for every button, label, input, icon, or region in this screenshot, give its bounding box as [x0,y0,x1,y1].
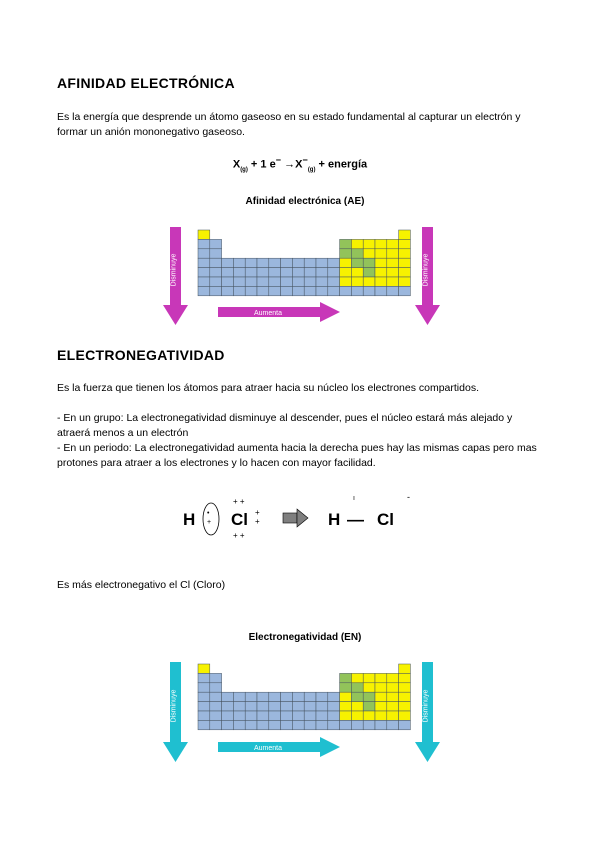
element-cell [245,268,257,277]
element-cell [340,249,352,258]
element-cell [222,702,234,711]
element-cell [233,711,245,720]
element-cell [351,673,363,682]
element-cell [375,258,387,267]
element-cell [399,230,411,239]
bottom-arrow-aumenta [218,302,340,322]
element-cell [198,286,210,295]
lewis-h-right: H [328,510,341,529]
element-cell [340,683,352,692]
element-cell [328,702,340,711]
element-cell [281,711,293,720]
element-cell [399,239,411,248]
element-cell [387,702,399,711]
element-cell [363,258,375,267]
element-cell [387,692,399,701]
element-cell [328,720,340,729]
element-cell [257,286,269,295]
element-cell [269,268,281,277]
element-cell [269,258,281,267]
element-cell [387,277,399,286]
conclusion: Es más electronegativo el Cl (Cloro) [57,579,226,591]
element-cell [233,692,245,701]
element-cell [387,239,399,248]
element-cell [269,286,281,295]
element-cell [316,711,328,720]
element-cell [328,268,340,277]
element-cell [316,268,328,277]
element-cell [257,702,269,711]
element-cell [375,692,387,701]
element-cell [269,277,281,286]
element-cell [316,286,328,295]
element-cell [198,664,210,673]
right-arrow-label: Disminuye [422,689,430,723]
svg-text:+: + [255,508,260,517]
element-cell [210,268,222,277]
element-cell [375,673,387,682]
afinidad-periodic-figure [160,220,480,330]
element-cell [399,286,411,295]
periodic-table-grid [198,230,410,296]
element-cell [210,249,222,258]
bottom-arrow-label: Aumenta [253,310,283,317]
element-cell [375,277,387,286]
element-cell [281,692,293,701]
left-arrow-label: Disminuye [170,253,178,287]
element-cell [198,277,210,286]
element-cell [328,286,340,295]
element-cell [363,711,375,720]
periodic-table-grid [198,664,410,730]
element-cell [351,249,363,258]
element-cell [198,711,210,720]
element-cell [340,711,352,720]
element-cell [292,286,304,295]
element-cell [233,277,245,286]
element-cell [292,268,304,277]
element-cell [281,720,293,729]
element-cell [198,258,210,267]
element-cell [198,720,210,729]
element-cell [210,683,222,692]
element-cell [387,673,399,682]
element-cell [387,258,399,267]
element-cell [375,249,387,258]
element-cell [363,673,375,682]
element-cell [210,286,222,295]
element-cell [222,277,234,286]
element-cell [375,239,387,248]
element-cell [304,286,316,295]
svg-text:+ +: + + [233,531,245,540]
element-cell [387,720,399,729]
element-cell [375,286,387,295]
element-cell [399,692,411,701]
right-arrow-disminuye [415,227,440,325]
element-cell [210,711,222,720]
element-cell [363,277,375,286]
element-cell [375,720,387,729]
element-cell [351,702,363,711]
element-cell [210,720,222,729]
element-cell [292,711,304,720]
element-cell [245,702,257,711]
element-cell [399,258,411,267]
element-cell [351,683,363,692]
element-cell [399,711,411,720]
left-arrow-disminuye [163,662,188,762]
element-cell [351,692,363,701]
element-cell [269,702,281,711]
element-cell [363,702,375,711]
svg-text:+: + [255,517,260,526]
svg-text:ı: ı [353,495,355,502]
element-cell [399,249,411,258]
element-cell [340,702,352,711]
element-cell [340,286,352,295]
element-cell [340,268,352,277]
element-cell [399,277,411,286]
element-cell [316,692,328,701]
element-cell [316,258,328,267]
element-cell [304,268,316,277]
element-cell [245,286,257,295]
right-arrow-label: Disminuye [422,253,430,287]
element-cell [269,720,281,729]
element-cell [328,692,340,701]
element-cell [399,673,411,682]
element-cell [316,277,328,286]
afinidad-equation: $X_{(g)} + 1$ $e^- \to X^-_{(g)}$ + energía [232,155,368,173]
element-cell [292,277,304,286]
element-cell [304,692,316,701]
reaction-arrow-icon [283,509,308,527]
element-cell [351,711,363,720]
element-cell [257,692,269,701]
afinidad-figure-caption: Afinidad electrónica (AE) [245,196,365,207]
element-cell [292,702,304,711]
element-cell [363,692,375,701]
element-cell [375,702,387,711]
lewis-diagram [175,490,435,550]
element-cell [304,702,316,711]
right-arrow-disminuye [415,662,440,762]
element-cell [245,258,257,267]
svg-text:+ +: + + [233,497,245,506]
element-cell [281,702,293,711]
element-cell [257,720,269,729]
element-cell [387,711,399,720]
element-cell [351,268,363,277]
element-cell [387,268,399,277]
element-cell [363,720,375,729]
element-cell [387,683,399,692]
element-cell [340,239,352,248]
element-cell [222,711,234,720]
element-cell [399,702,411,711]
element-cell [399,664,411,673]
en-periodic-figure [160,658,480,768]
element-cell [233,268,245,277]
point-grupo: - En un grupo: La electronegatividad disminuye al descender, pues el núcleo estará más alejado y atraerá menos a un electrón [57,412,513,439]
element-cell [198,239,210,248]
lewis-charge-minus: - [407,492,410,502]
electronegatividad-definition: Es la fuerza que tienen los átomos para atraer hacia su núcleo los electrones compartidos. [57,382,479,394]
element-cell [222,720,234,729]
element-cell [363,286,375,295]
element-cell [257,277,269,286]
element-cell [340,673,352,682]
element-cell [233,258,245,267]
en-figure-caption: Electronegatividad (EN) [248,632,362,643]
element-cell [399,683,411,692]
element-cell [198,230,210,239]
element-cell [340,692,352,701]
element-cell [233,286,245,295]
element-cell [292,720,304,729]
element-cell [328,277,340,286]
element-cell [198,673,210,682]
element-cell [340,258,352,267]
element-cell [399,720,411,729]
element-cell [210,702,222,711]
element-cell [316,702,328,711]
lewis-cl-right: Cl [377,510,394,529]
point-periodo: - En un periodo: La electronegatividad aumenta hacia la derecha pues hay las mismas capas pero mas protones para atraer a los electrones y lo hacen con mayor facilidad. [57,442,537,469]
element-cell [210,673,222,682]
element-cell [281,286,293,295]
element-cell [304,720,316,729]
element-cell [257,711,269,720]
element-cell [233,702,245,711]
element-cell [257,268,269,277]
element-cell [351,720,363,729]
element-cell [233,720,245,729]
element-cell [351,277,363,286]
element-cell [363,249,375,258]
element-cell [269,711,281,720]
element-cell [198,268,210,277]
element-cell [222,258,234,267]
element-cell [198,249,210,258]
svg-text:•: • [207,510,210,517]
element-cell [387,249,399,258]
element-cell [363,683,375,692]
afinidad-definition: Es la energía que desprende un átomo gaseoso en su estado fundamental al capturar un electrón y formar un anión mononegativo gaseoso. [57,111,521,138]
heading-electronegatividad: ELECTRONEGATIVIDAD [57,347,225,363]
element-cell [222,692,234,701]
lewis-bond: — [347,510,364,529]
bottom-arrow-aumenta [218,737,340,757]
element-cell [210,277,222,286]
element-cell [304,258,316,267]
element-cell [316,720,328,729]
element-cell [281,258,293,267]
element-cell [210,692,222,701]
element-cell [363,268,375,277]
element-cell [292,692,304,701]
element-cell [340,277,352,286]
element-cell [210,258,222,267]
element-cell [351,286,363,295]
element-cell [281,268,293,277]
element-cell [198,683,210,692]
element-cell [245,711,257,720]
element-cell [304,711,316,720]
lewis-cl-left: Cl [231,510,248,529]
element-cell [245,692,257,701]
element-cell [292,258,304,267]
element-cell [375,683,387,692]
element-cell [198,702,210,711]
element-cell [281,277,293,286]
element-cell [245,277,257,286]
svg-text:+: + [207,519,212,526]
element-cell [198,692,210,701]
left-arrow-disminuye [163,227,188,325]
element-cell [351,239,363,248]
element-cell [222,268,234,277]
lewis-h-left: H [183,510,196,529]
element-cell [351,258,363,267]
element-cell [328,711,340,720]
left-arrow-label: Disminuye [170,689,178,723]
element-cell [328,258,340,267]
element-cell [222,286,234,295]
element-cell [399,268,411,277]
element-cell [304,277,316,286]
element-cell [375,711,387,720]
element-cell [387,286,399,295]
element-cell [363,239,375,248]
element-cell [340,720,352,729]
element-cell [245,720,257,729]
element-cell [375,268,387,277]
element-cell [269,692,281,701]
heading-afinidad: AFINIDAD ELECTRÓNICA [57,75,235,91]
bottom-arrow-label: Aumenta [253,745,283,752]
element-cell [210,239,222,248]
element-cell [257,258,269,267]
